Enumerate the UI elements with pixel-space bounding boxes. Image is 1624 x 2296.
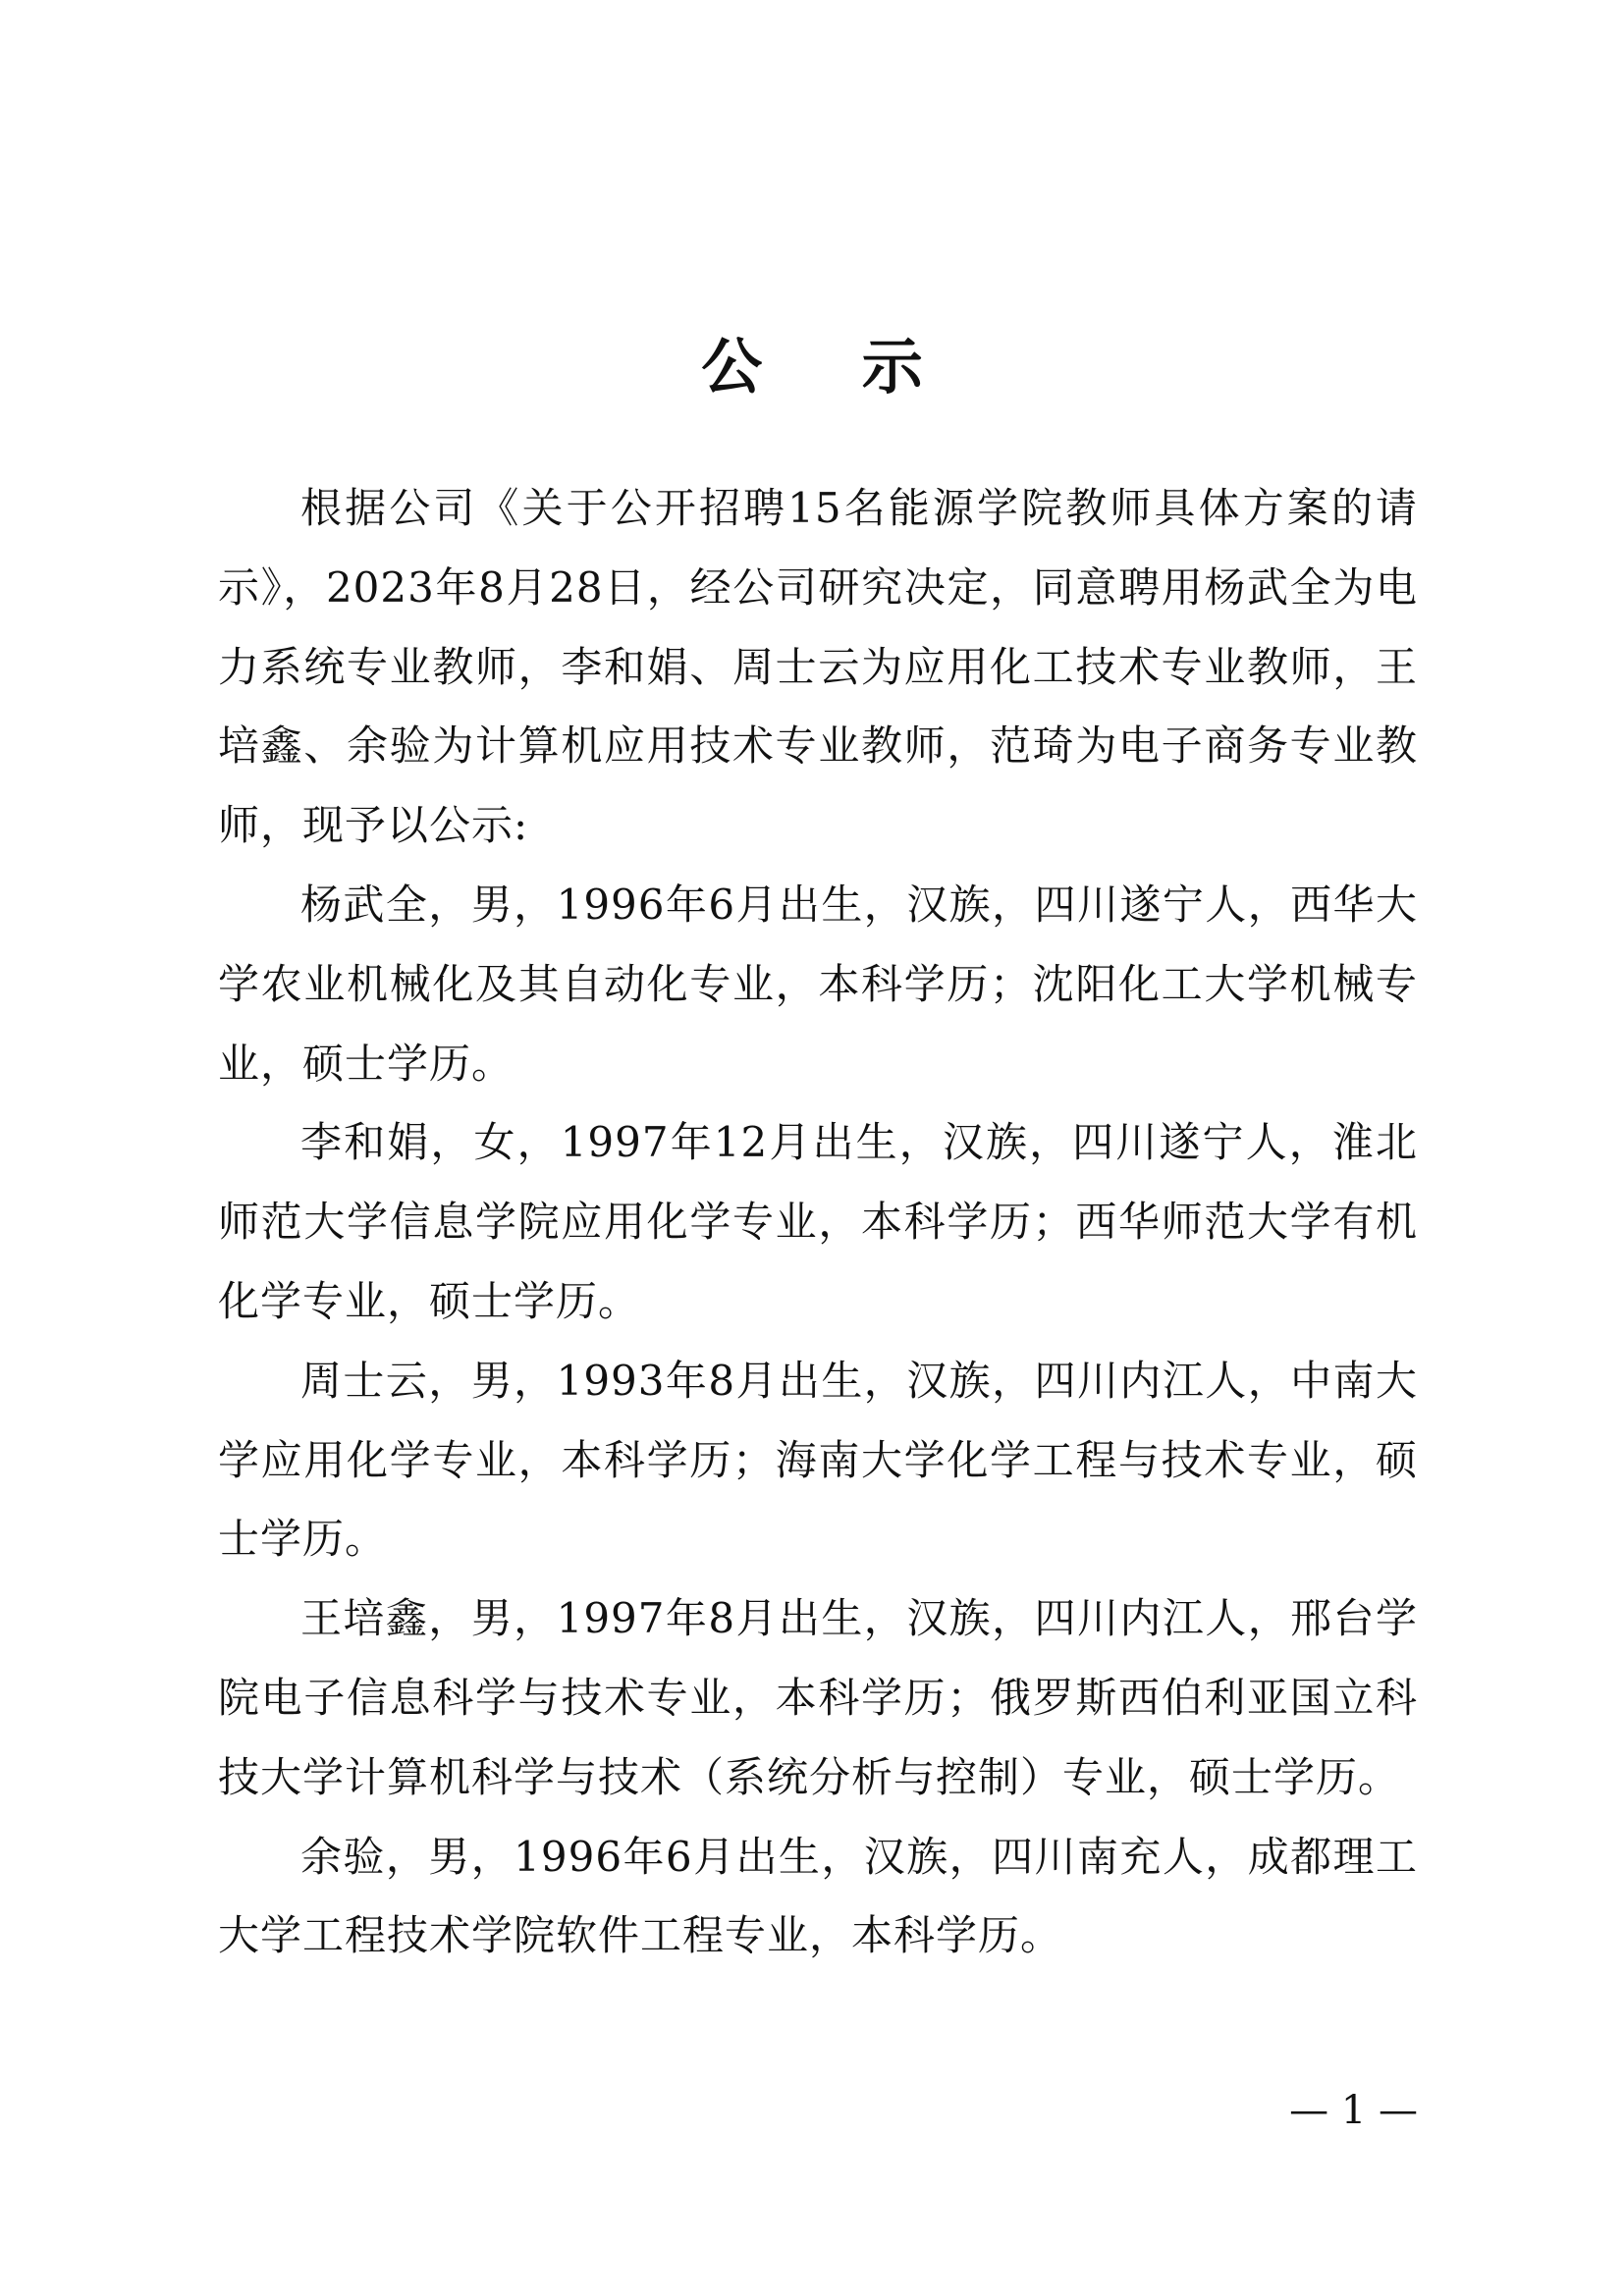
paragraph-intro: 根据公司《关于公开招聘15名能源学院教师具体方案的请示》，2023年8月28日，经公司研究决定，同意聘用杨武全为电力系统专业教师，李和娟、周士云为应用化工技术专业教师，王培鑫、余验为计算机应用技术专业教师，范琦为电子商务专业教师，现予以公示: bbox=[218, 484, 1418, 850]
paragraph-person: 杨武全，男，1996年6月出生，汉族，四川遂宁人，西华大学农业机械化及其自动化专业，本科学历；沈阳化工大学机械专业，硕士学历。 bbox=[218, 880, 1418, 1088]
document-body bbox=[218, 469, 1418, 1976]
page-number: — 1 — bbox=[1289, 2088, 1418, 2133]
paragraph-person: 王培鑫，男，1997年8月出生，汉族，四川内江人，邢台学院电子信息科学与技术专业，本科学历；俄罗斯西伯利亚国立科技大学计算机科学与技术（系统分析与控制）专业，硕士学历。 bbox=[218, 1594, 1418, 1801]
page-title: 公 示 bbox=[701, 330, 962, 402]
paragraph-person: 余验，男，1996年6月出生，汉族，四川南充人，成都理工大学工程技术学院软件工程专业，本科学历。 bbox=[218, 1832, 1418, 1960]
paragraph-person: 周士云，男，1993年8月出生，汉族，四川内江人，中南大学应用化学专业，本科学历；海南大学化学工程与技术专业，硕士学历。 bbox=[218, 1356, 1418, 1564]
paragraph-person: 李和娟，女，1997年12月出生，汉族，四川遂宁人，淮北师范大学信息学院应用化学专业，本科学历；西华师范大学有机化学专业，硕士学历。 bbox=[218, 1118, 1418, 1325]
